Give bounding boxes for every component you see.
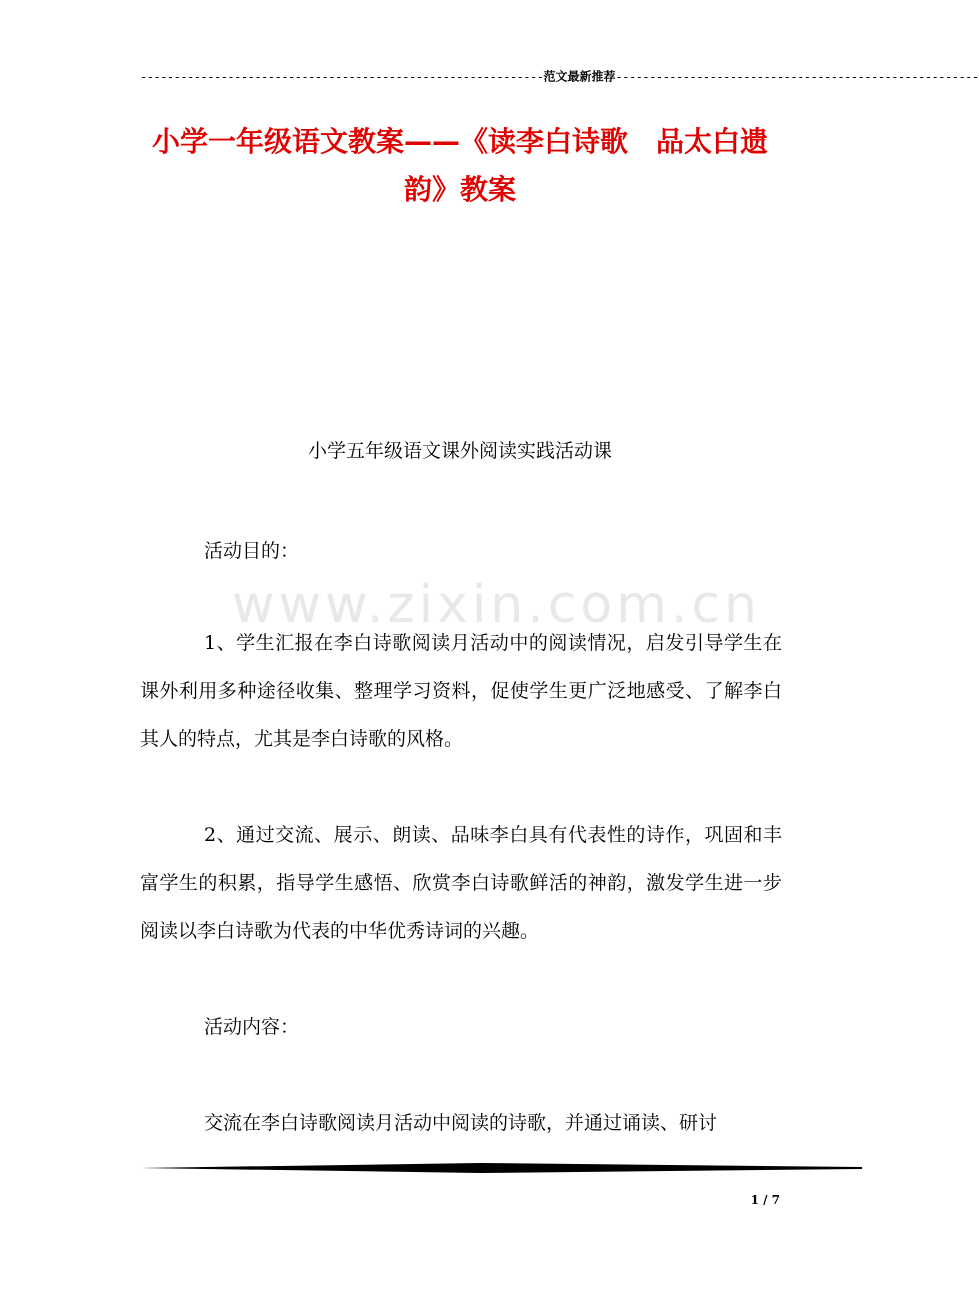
document-title: 小学一年级语文教案——《读李白诗歌 品太白遗韵》教案: [151, 125, 768, 206]
header-right-dashes: ------------------------------------------------------: [615, 69, 979, 84]
goal-paragraph-1: 1、学生汇报在李白诗歌阅读月活动中的阅读情况，启发引导学生在课外利用多种途径收集、整理学习资料，促使学生更广泛地感受、了解李白其人的特点，尤其是李白诗歌的风格。: [140, 632, 782, 750]
content-heading: 活动内容：: [204, 1016, 300, 1038]
goal-paragraph-2: 2、通过交流、展示、朗读、品味李白具有代表性的诗作，巩固和丰富学生的积累，指导学生感悟、欣赏李白诗歌鲜活的神韵，激发学生进一步阅读以李白诗歌为代表的中华优秀诗词的兴趣。: [140, 824, 782, 942]
goal-heading: 活动目的：: [204, 540, 300, 562]
footer-rule: [140, 1162, 862, 1174]
content-paragraph-1: 交流在李白诗歌阅读月活动中阅读的诗歌，并通过诵读、研讨: [204, 1112, 718, 1134]
watermark: www.zixin.com.cn: [232, 575, 761, 635]
header-left-dashes: ------------------------------------------------------------: [140, 69, 544, 84]
document-subtitle: 小学五年级语文课外阅读实践活动课: [307, 440, 612, 462]
page-header: [140, 68, 979, 85]
header-label: 范文最新推荐: [543, 69, 616, 84]
page-number: 1 / 7: [750, 1193, 780, 1207]
